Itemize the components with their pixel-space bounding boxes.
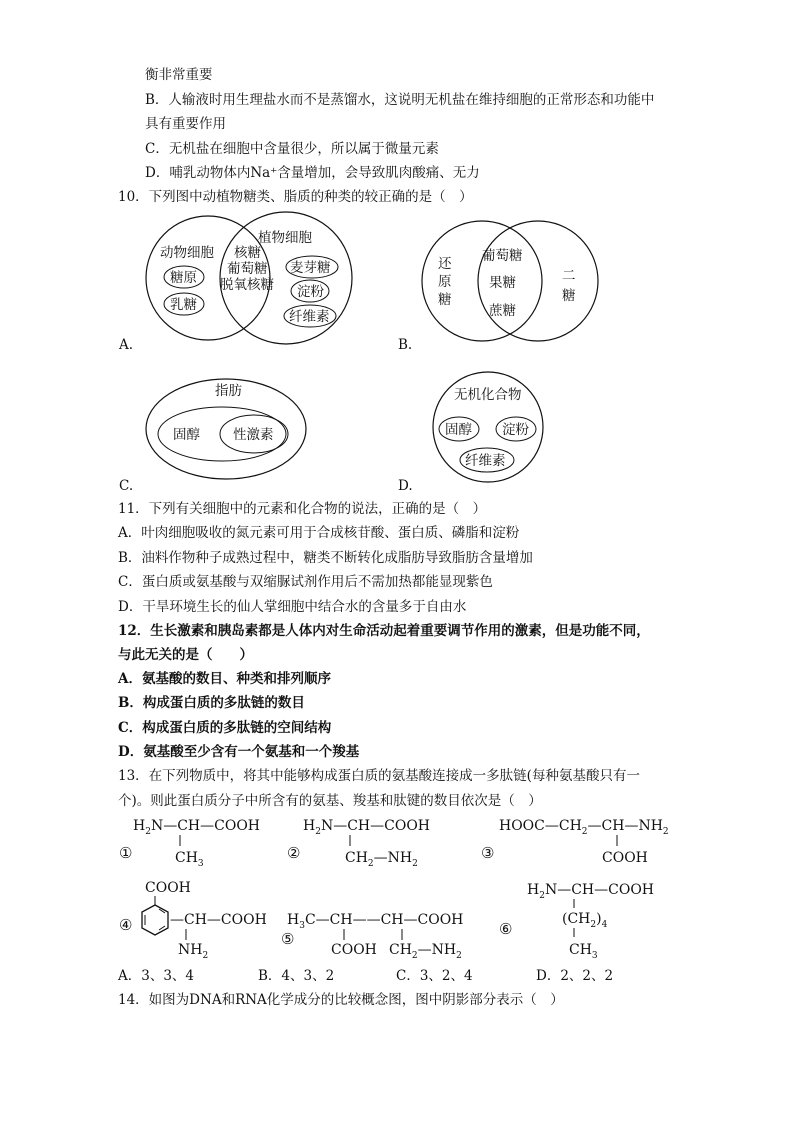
q10-b-left-char: 原: [438, 274, 452, 290]
q10-a-right-item: 淀粉: [297, 284, 324, 300]
svg-text:COOH: COOH: [602, 850, 648, 866]
q12-option-a: A．氨基酸的数目、种类和排列顺序: [118, 671, 331, 687]
q13-num: ②: [287, 844, 301, 862]
q10-b-mid-item: 蔗糖: [489, 303, 516, 319]
q10-b-venn: [420, 216, 600, 346]
q12-stem-line1: 12．生长激素和胰岛素都是人体内对生命活动起着重要调节作用的激素，但是功能不同，: [118, 623, 650, 639]
q9-option-d: D．哺乳动物体内Na⁺含量增加，会导致肌肉酸痛、无力: [145, 165, 480, 181]
structure-5: $H_3C—CH——CH—COOH$: [287, 912, 464, 931]
q13-structures: [115, 812, 680, 962]
q13-num: ③: [481, 844, 495, 862]
q13-num: ①: [119, 844, 133, 862]
q10-b-right-char: 二: [562, 268, 576, 284]
q9-option-c: C．无机盐在细胞中含量很少，所以属于微量元素: [145, 141, 439, 157]
q10-a-left-title: 动物细胞: [160, 245, 214, 261]
q11-option-c: C．蛋白质或氨基酸与双缩脲试剂作用后不需加热都能显现紫色: [118, 574, 493, 590]
q14-stem: 14．如图为DNA和RNA化学成分的比较概念图，图中阴影部分表示（ ）: [118, 992, 564, 1008]
q10-c-inner2: 性激素: [233, 427, 274, 443]
svg-text:CH3: $CH_3$: [175, 850, 204, 869]
q10-b-left-char: 还: [438, 256, 452, 272]
q10-a-left-item: 糖原: [170, 270, 197, 286]
q12-stem-line2: 与此无关的是（ ）: [118, 647, 253, 663]
q10-d-outer: 无机化合物: [454, 387, 522, 403]
q10-a-mid-item: 核糖: [234, 245, 261, 261]
q12-option-d: D．氨基酸至少含有一个氨基和一个羧基: [118, 744, 360, 760]
q10-a-right-item: 麦芽糖: [290, 260, 331, 276]
q10-b-label: B.: [398, 337, 413, 353]
q10-d-venn: [420, 368, 560, 488]
benzene-ring: [142, 905, 168, 935]
structure-4: —CH—COOH: [170, 912, 267, 928]
q10-c-inner1: 固醇: [173, 427, 200, 443]
q11-option-b: B．油料作物种子成熟过程中，糖类不断转化成脂肪导致脂肪含量增加: [118, 550, 533, 566]
structure-1: $H_2N—CH—COOH$: [133, 818, 260, 837]
q10-a-right-item: 纤维素: [289, 309, 330, 325]
q10-a-label: A.: [119, 337, 134, 353]
q9-option-b-line1: B．人输液时用生理盐水而不是蒸馏水，这说明无机盐在维持细胞的正常形态和功能中: [145, 92, 655, 108]
q10-a-right-title: 植物细胞: [258, 230, 312, 246]
svg-text:(CH2)4: $(CH_2)_4$: [562, 911, 608, 930]
q13-option-c: C．3、2、4: [396, 968, 473, 984]
q11-stem: 11．下列有关细胞中的元素和化合物的说法，正确的是（ ）: [118, 501, 487, 517]
q10-d-item: 固醇: [445, 422, 472, 438]
q11-option-a: A．叶肉细胞吸收的氮元素可用于合成核苷酸、蛋白质、磷脂和淀粉: [118, 525, 520, 541]
svg-text:NH2: $NH_2$: [178, 942, 209, 961]
q13-option-b: B．4、3、2: [258, 968, 335, 984]
svg-text:CH2—NH2: $CH_2—NH_2$: [389, 942, 462, 961]
svg-text:CH3: $CH_3$: [569, 942, 598, 961]
q13-option-d: D．2、2、2: [536, 968, 614, 984]
structure-6: $H_2N—CH—COOH$: [527, 882, 654, 901]
q10-stem: 10．下列图中动植物糖类、脂质的种类的较正确的是（ ）: [118, 189, 473, 205]
q10-c-outer: 指肪: [215, 383, 242, 399]
q13-stem-line2: 个)。则此蛋白质分子中所含有的氨基、羧基和肽键的数目依次是（ ）: [118, 793, 542, 809]
svg-text:CH2—NH2: $CH_2—NH_2$: [345, 850, 418, 869]
q13-num: ⑤: [281, 930, 295, 948]
q13-num: ④: [119, 916, 133, 934]
q12-option-c: C．构成蛋白质的多肽链的空间结构: [118, 720, 332, 736]
q10-d-label: D.: [398, 478, 413, 494]
q13-stem-line1: 13．在下列物质中，将其中能够构成蛋白质的氨基酸连接成一多肽链(每种氨基酸只有一: [118, 768, 640, 784]
q11-option-d: D．干旱环境生长的仙人掌细胞中结合水的含量多于自由水: [118, 599, 467, 615]
q9-option-b-line2: 具有重要作用: [145, 116, 226, 132]
q10-b-left-char: 糖: [438, 292, 452, 308]
q10-c-label: C.: [119, 478, 134, 494]
q10-a-mid-item: 葡萄糖: [227, 261, 268, 277]
q12-option-b: B．构成蛋白质的多肽链的数目: [118, 695, 305, 711]
q10-c-venn: [142, 376, 312, 484]
svg-text:COOH: COOH: [331, 942, 377, 958]
q10-b-mid-item: 果糖: [489, 275, 516, 291]
q10-d-item: 纤维素: [465, 453, 506, 469]
q10-d-item: 淀粉: [502, 422, 529, 438]
q10-a-venn: [140, 210, 360, 350]
svg-text:COOH: COOH: [145, 880, 191, 896]
q13-option-a: A．3、3、4: [118, 968, 195, 984]
q10-a-mid-item: 脱氧核糖: [220, 277, 274, 293]
structure-3: $HOOC—CH_2—CH—NH_2$: [499, 818, 669, 837]
q10-a-left-item: 乳糖: [170, 297, 197, 313]
structure-2: $H_2N—CH—COOH$: [303, 818, 430, 837]
q10-b-right-char: 糖: [562, 288, 576, 304]
q13-num: ⑥: [499, 920, 513, 938]
q10-b-mid-item: 葡萄糖: [482, 248, 523, 264]
q9-cont: 衡非常重要: [145, 67, 213, 83]
